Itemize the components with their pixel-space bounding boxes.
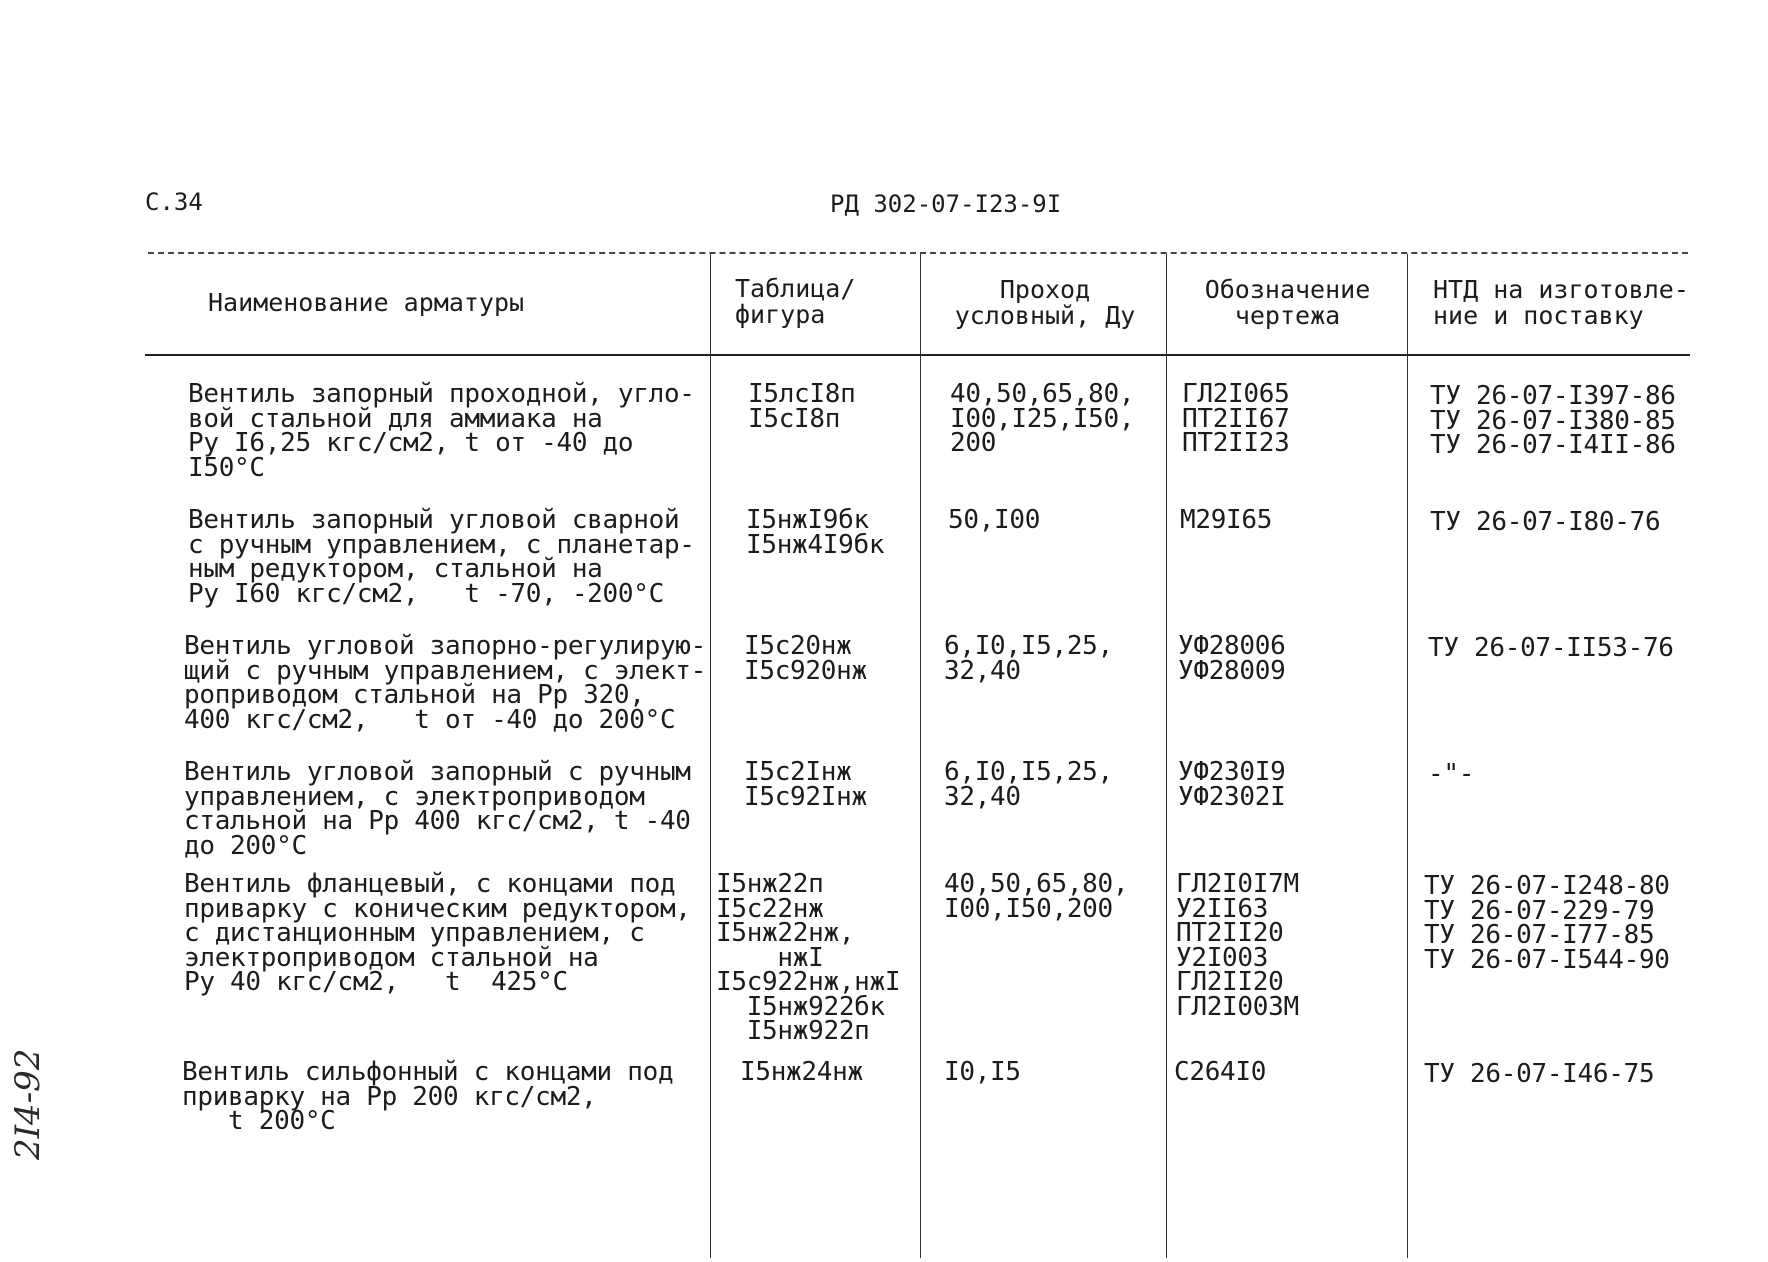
table-row-figure: I5нж22п I5с22нж I5нж22нж, нжI I5с922нж,нжI I5нж922бк I5нж922п	[716, 869, 901, 1046]
page-number: С.34	[145, 188, 203, 216]
column-header-drawing: Обозначение чертежа	[1204, 275, 1371, 330]
column-divider	[1407, 254, 1408, 1258]
table-top-rule	[148, 252, 1688, 254]
table-row-ntd: ТУ 26-07-I248-80 ТУ 26-07-229-79 ТУ 26-07-I77-85 ТУ 26-07-I544-90	[1424, 871, 1670, 975]
table-row-dn: 6,I0,I5,25, 32,40	[944, 757, 1113, 812]
table-row-drawing: М29I65	[1180, 505, 1273, 535]
column-header-name: Наименование арматуры	[208, 288, 525, 317]
column-divider	[920, 254, 921, 1258]
table-row-name: Вентиль угловой запорный с ручным управлением, с электроприводом стальной на Рр 400 кгс/см2, t -40 до 200°С	[184, 757, 691, 861]
table-row-dn: 40,50,65,80, I00,I25,I50, 200	[950, 379, 1135, 458]
table-row-ntd: ТУ 26-07-II53-76	[1428, 633, 1674, 663]
table-row-drawing: ГЛ2I0I7М У2II63 ПТ2II20 У2I003 ГЛ2II20 ГЛ2I003М	[1176, 869, 1299, 1022]
table-row-ntd: -"-	[1428, 759, 1475, 789]
table-row-name: Вентиль сильфонный с концами под приварку на Рр 200 кгс/см2, t 200°С	[182, 1057, 674, 1136]
table-row-dn: 50,I00	[948, 505, 1041, 535]
table-row-figure: I5с20нж I5с920нж	[744, 631, 867, 686]
table-row-drawing: С264I0	[1174, 1057, 1267, 1087]
table-row-name: Вентиль угловой запорно-регулирую- щий с ручным управлением, с элект- роприводом стальной на Рр 320, 400 кгс/см2, t от -40 до 200°С	[184, 631, 707, 735]
table-row-ntd: ТУ 26-07-I397-86 ТУ 26-07-I380-85 ТУ 26-07-I4II-86	[1430, 381, 1676, 460]
table-row-figure: I5лсI8п I5сI8п	[748, 379, 856, 434]
table-header-rule	[145, 354, 1690, 356]
table-row-drawing: УФ230I9 УФ2302I	[1178, 757, 1286, 812]
column-header-figure: Таблица/ фигура	[735, 274, 856, 329]
column-divider	[1166, 254, 1167, 1258]
table-row-ntd: ТУ 26-07-I46-75	[1424, 1059, 1655, 1089]
document-code: РД 302-07-I23-9I	[830, 190, 1062, 218]
table-row-ntd: ТУ 26-07-I80-76	[1430, 507, 1661, 537]
table-row-figure: I5нжI9бк I5нж4I9бк	[746, 505, 885, 560]
column-divider	[710, 254, 711, 1258]
table-row-name: Вентиль запорный угловой сварной с ручным управлением, с планетар- ным редуктором, стальной на Ру I60 кгс/см2, t -70, -200°С	[188, 505, 695, 609]
table-row-drawing: УФ28006 УФ28009	[1178, 631, 1286, 686]
column-header-ntd: НТД на изготовле- ние и поставку	[1433, 275, 1689, 330]
table-row-name: Вентиль запорный проходной, угло- вой стальной для аммиака на Ру I6,25 кгс/см2, t от -40 до I50°С	[188, 379, 695, 483]
table-row-dn: I0,I5	[944, 1057, 1021, 1087]
margin-note: 2I4-92	[8, 1048, 48, 1160]
column-header-dn: Проход условный, Ду	[954, 275, 1136, 330]
table-row-drawing: ГЛ2I065 ПТ2II67 ПТ2II23	[1182, 379, 1290, 458]
table-row-dn: 6,I0,I5,25, 32,40	[944, 631, 1113, 686]
table-row-name: Вентиль фланцевый, с концами под приварку с коническим редуктором, с дистанционным управлением, с электроприводом стальной на Ру 40 кгс/см2, t 425°С	[184, 869, 691, 997]
table-row-figure: I5с2Iнж I5с92Iнж	[744, 757, 867, 812]
table-row-dn: 40,50,65,80, I00,I50,200	[944, 869, 1129, 924]
table-row-figure: I5нж24нж	[740, 1057, 863, 1087]
